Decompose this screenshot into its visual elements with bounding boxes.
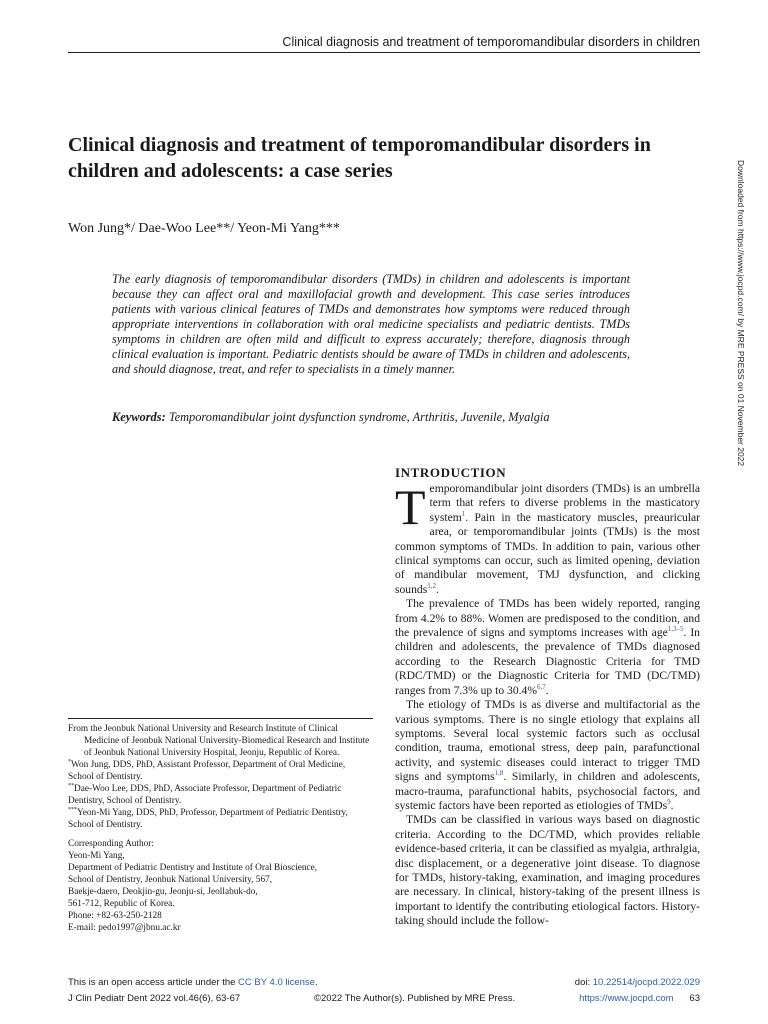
intro-paragraph-1 xyxy=(395,479,700,597)
doi-link[interactable]: 10.22514/jocpd.2022.029 xyxy=(592,977,700,988)
intro-p3-text: The etiology of TMDs is as diverse and multifactorial as the various symptoms. There is no single etiology that explains all symptoms. Several local systemic factors such as occlusal condition, trauma, emotional stress, deep pain, parafunctional activity, and systemic diseases could interact to trigger TMD signs and symptoms xyxy=(395,698,700,784)
oa-suffix: . xyxy=(314,977,318,988)
intro-paragraph-2 xyxy=(395,597,700,698)
intro-p2-text-c: . xyxy=(545,683,549,697)
drop-cap: T xyxy=(395,479,426,535)
spacer xyxy=(68,831,373,838)
keywords-label: Keywords: xyxy=(112,410,166,424)
corresponding-address: 561-712, Republic of Korea. xyxy=(68,899,175,909)
affiliation-from: From the Jeonbuk National University and Research Institute of Clinical Medicine of Jeonbuk National University-Biomedical Research and Institute of Jeonbuk National University Hospital, Jeonju, Republic of Korea. xyxy=(68,724,370,758)
intro-p2-text: The prevalence of TMDs has been widely reported, ranging from 4.2% to 88%. Women are predisposed to the condition, and the prevalence of signs and symptoms increases with age xyxy=(395,597,700,640)
corresponding-email[interactable]: E-mail: pedo1997@jbnu.ac.kr xyxy=(68,923,181,933)
doi-label: doi: xyxy=(574,977,593,988)
running-head: Clinical diagnosis and treatment of temporomandibular disorders in children xyxy=(68,33,700,53)
footnote-mark: ** xyxy=(68,782,74,789)
introduction-section xyxy=(395,465,700,929)
footnote-mark: * xyxy=(68,758,71,765)
doi xyxy=(575,977,700,988)
intro-p1-text: emporomandibular joint disorders (TMDs) is an umbrella term that refers to diverse problems in the masticatory system xyxy=(429,482,700,524)
intro-p3-text-b: . Similarly, in children and adolescents, macro-trauma, parafunctional habits, psychosocial factors, and systemic factors have been reported as etiologies of TMDs xyxy=(395,770,701,812)
affiliation-text: Yeon-Mi Yang, DDS, PhD, Professor, Department of Pediatric Dentistry, School of Dentistry. xyxy=(68,808,348,830)
intro-paragraph-3 xyxy=(395,698,700,813)
intro-p3-text-c: . xyxy=(670,798,674,812)
download-note: Downloaded from https://www.jocpd.com/ by MRE PRESS on 01 November 2022 xyxy=(736,160,746,467)
authors: Won Jung*/ Dae-Woo Lee**/ Yeon-Mi Yang*** xyxy=(68,221,340,236)
open-access-note xyxy=(68,977,318,988)
page-number: 63 xyxy=(689,993,700,1004)
corresponding-address: Department of Pediatric Dentistry and Institute of Oral Bioscience, xyxy=(68,863,318,873)
citation-link[interactable]: 6,7 xyxy=(537,682,546,691)
affiliation-author-2 xyxy=(68,783,373,807)
footer-right xyxy=(579,993,700,1004)
corresponding-label: Corresponding Author: xyxy=(68,839,154,849)
journal-citation: J Clin Pediatr Dent 2022 vol.46(6), 63-67 xyxy=(68,993,241,1004)
intro-paragraph-4: TMDs can be classified in various ways based on diagnostic criteria. According to the DC/TMD, which provides reliable evidence-based criteria, it can be classified as myalgia, arthralgia, disc displacement, or a degenerative joint disease. To diagnose for TMDs, history-taking, examination, and imaging procedures are necessary. In clinical, history-taking of the present illness is important to identify the contributing etiological factors. History-taking should include the follow- xyxy=(395,813,700,928)
corresponding-address: Baekje-daero, Deokjin-gu, Jeonju-si, Jeollabuk-do, xyxy=(68,887,258,897)
corresponding-phone: Phone: +82-63-250-2128 xyxy=(68,911,162,921)
intro-p2-text-b: . In children and adolescents, the prevalence of TMDs diagnosed according to the Research Diagnostic Criteria for TMD (RDC/TMD) or the Diagnostic Criteria for TMD (DC/TMD) ranges from 7.3% up to 30.4% xyxy=(395,626,700,697)
footnote-mark: *** xyxy=(68,806,77,813)
intro-p1-text-c: . xyxy=(435,582,439,596)
article-title: Clinical diagnosis and treatment of temporomandibular disorders in children and adolescents: a case series xyxy=(68,134,651,182)
keywords xyxy=(112,410,632,425)
affiliation-author-3 xyxy=(68,807,373,831)
affiliation-text: Won Jung, DDS, PhD, Assistant Professor, Department of Oral Medicine, School of Dentistry. xyxy=(68,760,346,782)
journal-url-link[interactable]: https://www.jocpd.com xyxy=(579,993,674,1004)
keywords-list: Temporomandibular joint dysfunction syndrome, Arthritis, Juvenile, Myalgia xyxy=(168,410,550,424)
citation-link[interactable]: 1,3–5 xyxy=(667,625,684,634)
affiliation-notes xyxy=(68,718,373,934)
citation-link[interactable]: 1,2 xyxy=(427,581,436,590)
oa-prefix: This is an open access article under the xyxy=(68,977,239,988)
citation-link[interactable]: 1 xyxy=(461,509,466,518)
corresponding-address: School of Dentistry, Jeonbuk National University, 567, xyxy=(68,875,273,885)
affiliation-author-1 xyxy=(68,759,373,783)
introduction-heading: INTRODUCTION xyxy=(395,465,507,480)
license-link[interactable]: CC BY 4.0 license xyxy=(238,977,315,988)
citation-link[interactable]: 9 xyxy=(667,798,671,807)
affiliation-text: Dae-Woo Lee, DDS, PhD, Associate Professor, Department of Pediatric Dentistry, School of Dentistry. xyxy=(68,784,342,806)
citation-link[interactable]: 1,8 xyxy=(494,769,504,778)
abstract: The early diagnosis of temporomandibular disorders (TMDs) in children and adolescents is important because they can affect oral and maxillofacial growth and development. This case series introduces patients with various clinical features of TMDs and demonstrates how symptoms were reduced through appropriate interventions in collaboration with oral medicine specialists and pediatric dentists. TMDs symptoms in children are often mild and difficult to express accurately; therefore, diagnosis through clinical evaluation is important. Pediatric dentists should be aware of TMDs in children and adolescents, and should diagnose, treat, and refer to specialists in a timely manner. xyxy=(112,272,630,376)
corresponding-name: Yeon-Mi Yang, xyxy=(68,851,125,861)
copyright: ©2022 The Author(s). Published by MRE Press. xyxy=(314,993,516,1004)
intro-p1-text-b: . Pain in the masticatory muscles, preauricular area, or temporomandibular joints (TMJs) is the most common symptoms of TMDs. In addition to pain, various other clinical symptoms can occur, such as limited opening, deviation of mandibular movement, TMJ dysfunction, and clicking sounds xyxy=(395,510,700,596)
